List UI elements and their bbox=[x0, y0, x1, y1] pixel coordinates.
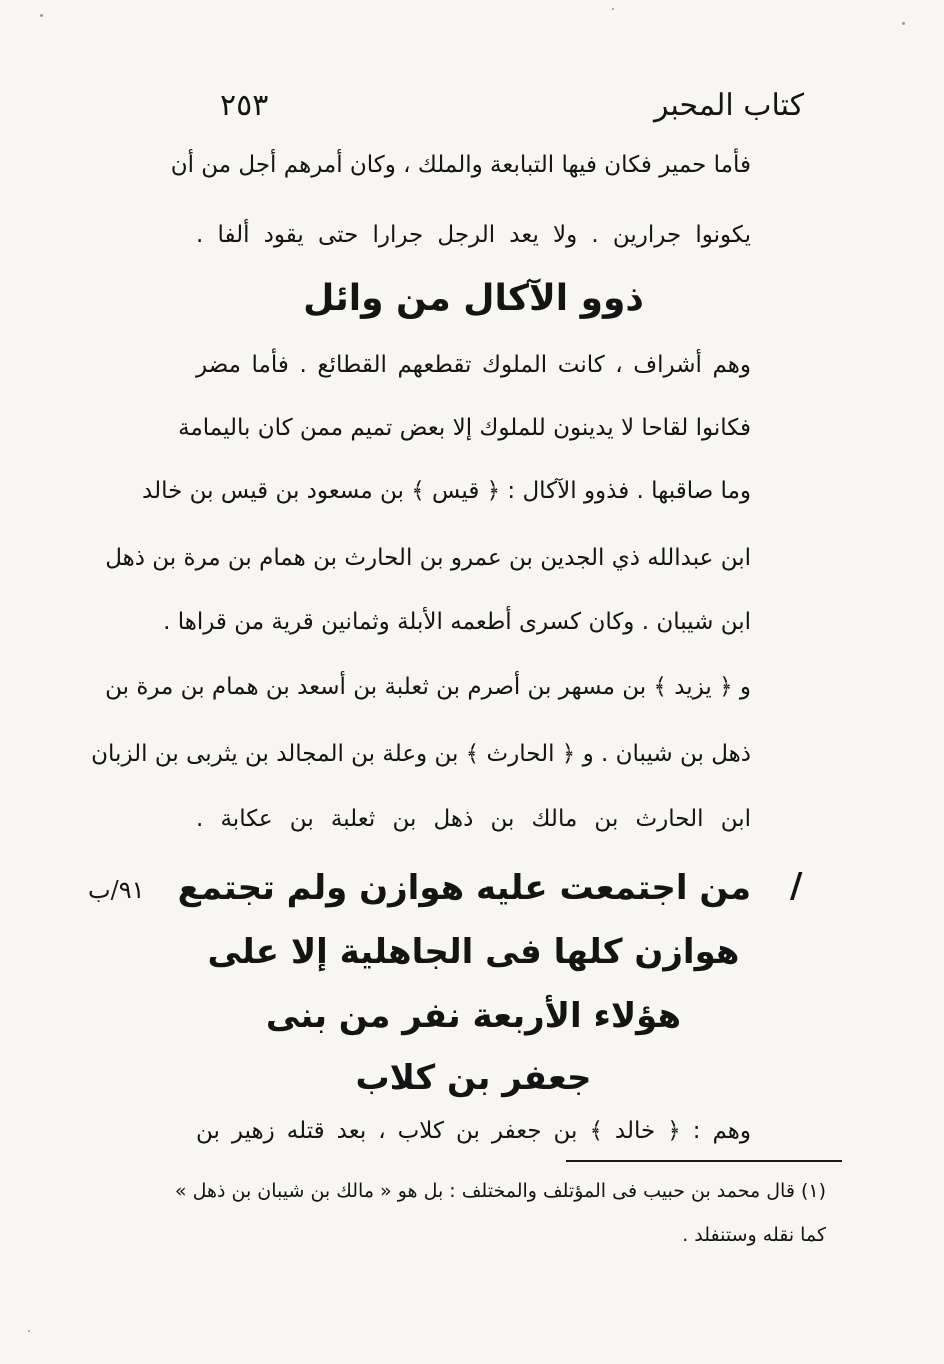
paper-speck bbox=[612, 8, 614, 10]
section-heading: ذوو الآكال من وائل bbox=[303, 278, 644, 319]
text-line: فكانوا لقاحا لا يدينون للملوك إلا بعض تميم ممن كان باليمامة bbox=[178, 415, 751, 441]
paper-speck bbox=[902, 22, 905, 25]
section-heading-line: جعفر بن كلاب bbox=[355, 1058, 592, 1098]
text-line: وهم : ﴿ خالد ﴾ بن جعفر بن كلاب ، بعد قتله زهير بن bbox=[196, 1118, 751, 1144]
text-line: فأما حمير فكان فيها التبابعة والملك ، وكان أمرهم أجل من أن bbox=[170, 152, 751, 178]
text-line: ابن الحارث بن مالك بن ذهل بن ثعلبة بن عكابة . bbox=[196, 806, 751, 832]
footnote-line: (١) قال محمد بن حبيب فى المؤتلف والمختلف : بل هو « مالك بن شيبان بن ذهل » bbox=[174, 1180, 826, 1202]
section-heading-line: هؤلاء الأربعة نفر من بنى bbox=[265, 996, 682, 1036]
margin-folio-note: ٩١/ب bbox=[88, 876, 145, 904]
text-line: ابن شيبان . وكان كسرى أطعمه الأبلة وثمانين قرية من قراها . bbox=[163, 609, 751, 635]
paper-speck bbox=[28, 1330, 30, 1332]
text-line: ابن عبدالله ذي الجدين بن عمرو بن الحارث بن همام بن مرة بن ذهل bbox=[105, 545, 751, 571]
text-line: يكونوا جرارين . ولا يعد الرجل جرارا حتى يقود ألفا . bbox=[196, 222, 751, 248]
text-line: ذهل بن شيبان . و ﴿ الحارث ﴾ بن وعلة بن المجالد بن يثربى بن الزبان bbox=[91, 741, 751, 767]
footnote-line: كما نقله وستنفلد . bbox=[682, 1224, 826, 1246]
book-title: كتاب المحبر bbox=[653, 88, 804, 123]
page-number: ٢٥٣ bbox=[220, 88, 269, 123]
section-heading-line: هوازن كلها فى الجاهلية إلا على bbox=[207, 932, 740, 972]
text-line: و ﴿ يزيد ﴾ بن مسهر بن أصرم بن ثعلبة بن أسعد بن همام بن مرة بن bbox=[105, 674, 751, 700]
text-line: وما صاقبها . فذوو الآكال : ﴿ قيس ﴾ بن مسعود بن قيس بن خالد bbox=[142, 478, 751, 504]
paper-speck bbox=[40, 14, 43, 17]
folio-break-mark: / bbox=[790, 866, 803, 906]
running-header bbox=[200, 88, 804, 136]
footnote-divider bbox=[566, 1160, 842, 1162]
text-line: وهم أشراف ، كانت الملوك تقطعهم القطائع . فأما مضر bbox=[196, 352, 751, 378]
section-heading-line: من اجتمعت عليه هوازن ولم تجتمع bbox=[177, 868, 751, 908]
